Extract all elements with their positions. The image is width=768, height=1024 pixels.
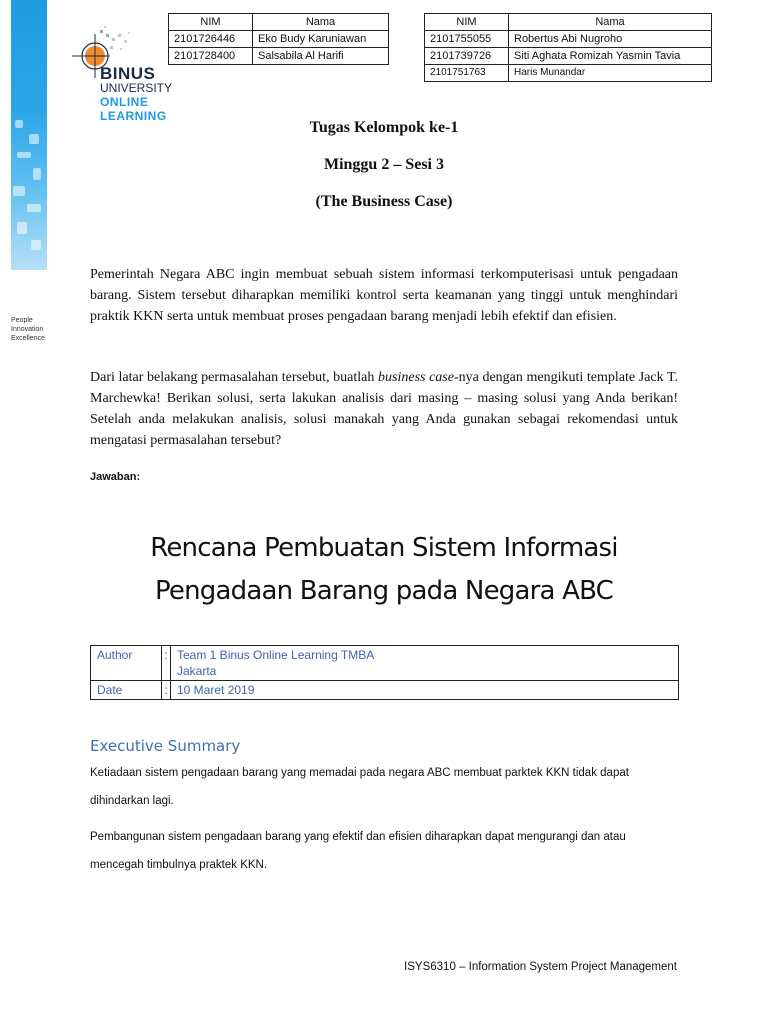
- name-cell: Salsabila Al Harifi: [253, 48, 389, 65]
- table-row: [425, 65, 712, 82]
- nim-cell: 2101728400: [169, 48, 253, 65]
- nim-cell: 2101726446: [169, 31, 253, 48]
- name-header: Nama: [509, 14, 712, 31]
- separator: :: [162, 646, 171, 681]
- document-title: [0, 527, 768, 613]
- question-paragraph-1: Pemerintah Negara ABC ingin membuat sebuah sistem informasi terkomputerisasi untuk pengadaan barang. Sistem tersebut diharapkan memiliki kontrol serta keamanan yang tinggi untuk menghindari praktik KKN serta untuk membuat proses pengadaan barang menjadi lebih efektif dan efisien.: [90, 267, 678, 324]
- nim-cell: 2101739726: [425, 48, 509, 65]
- question-text: Dari latar belakang permasalahan tersebut, buatlah: [90, 370, 379, 385]
- assignment-session: Minggu 2 – Sesi 3: [323, 156, 444, 173]
- table-row: [91, 646, 679, 681]
- document-title-line-2: Pengadaan Barang pada Negara ABC: [154, 576, 614, 606]
- executive-summary-heading: Executive Summary: [90, 737, 241, 755]
- nim-cell: 2101755055: [425, 31, 509, 48]
- document-meta-table: [90, 645, 679, 700]
- document-title-line-1: Rencana Pembuatan Sistem Informasi: [150, 533, 618, 563]
- table-row: [425, 48, 712, 65]
- date-label: Date: [91, 681, 162, 700]
- table-header-row: [425, 14, 712, 31]
- name-cell: Haris Munandar: [509, 65, 712, 82]
- logo-learning: LEARNING: [100, 109, 167, 123]
- table-row: [169, 48, 389, 65]
- nim-header: NIM: [169, 14, 253, 31]
- assignment-title: Tugas Kelompok ke-1: [309, 119, 459, 136]
- executive-summary-paragraph-1: Ketiadaan sistem pengadaan barang yang memadai pada negara ABC membuat parktek KKN tidak dapat dihindarkan lagi.: [90, 767, 629, 807]
- members-table-right: [424, 13, 712, 82]
- author-label: Author: [91, 646, 162, 681]
- assignment-subtitle: (The Business Case): [315, 193, 453, 210]
- logo-university: UNIVERSITY: [100, 81, 173, 95]
- name-cell: Siti Aghata Romizah Yasmin Tavia: [509, 48, 712, 65]
- table-row: [91, 681, 679, 700]
- name-cell: Eko Budy Karuniawan: [253, 31, 389, 48]
- executive-summary-paragraph-2: Pembangunan sistem pengadaan barang yang efektif dan efisien diharapkan dapat mengurangi dan atau mencegah timbulnya praktek KKN.: [90, 831, 626, 871]
- business-case-term: business case: [378, 370, 454, 385]
- answer-label: Jawaban:: [90, 471, 141, 483]
- logo-brand: BINUS: [100, 64, 156, 83]
- table-row: [425, 31, 712, 48]
- question-text: -nya dengan mengikuti template Jack T. Marchewka! Berikan solusi, serta lakukan analisis dari masing – masing solusi yang Anda berikan! Setelah anda melakukan analisis, solusi manakah yang Anda gunakan sebagai rekomendasi untuk mengatasi permasalahan tersebut?: [90, 370, 678, 448]
- table-row: [169, 31, 389, 48]
- page-footer: ISYS6310 – Information System Project Management: [404, 961, 677, 973]
- nim-header: NIM: [425, 14, 509, 31]
- date-value: 10 Maret 2019: [171, 681, 679, 700]
- separator: :: [162, 681, 171, 700]
- table-header-row: [169, 14, 389, 31]
- name-cell: Robertus Abi Nugroho: [509, 31, 712, 48]
- members-table-left: [168, 13, 389, 65]
- logo-tagline: People Innovation Excellence: [11, 317, 45, 342]
- author-value: Team 1 Binus Online Learning TMBA Jakarta: [171, 646, 679, 681]
- name-header: Nama: [253, 14, 389, 31]
- nim-cell: 2101751763: [425, 65, 509, 82]
- question-paragraph-2: [90, 367, 678, 451]
- logo-online: ONLINE: [100, 95, 149, 109]
